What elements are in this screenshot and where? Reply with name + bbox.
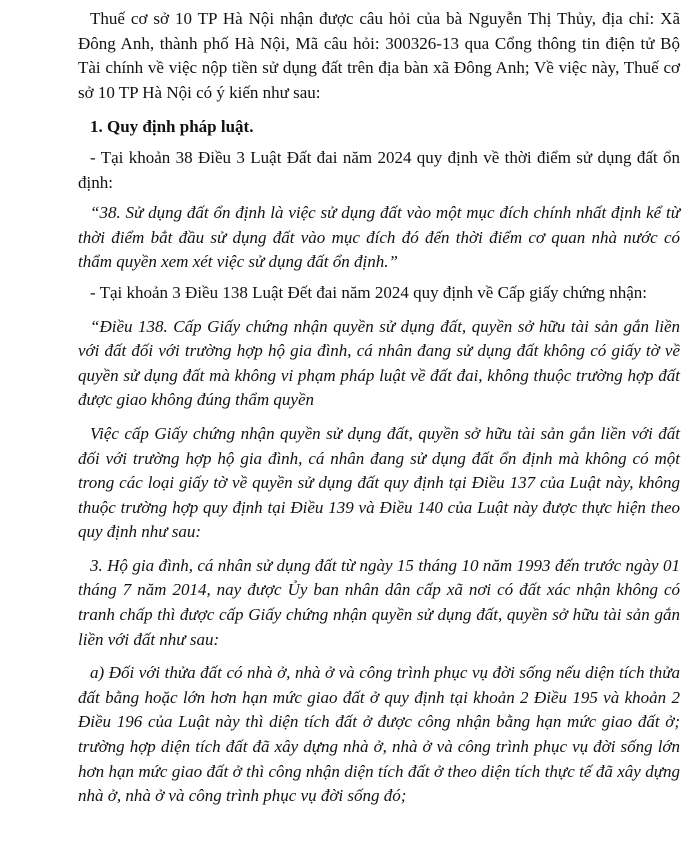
quoted-article-138-intro: Việc cấp Giấy chứng nhận quyền sử dụng đất, quyền sở hữu tài sản gắn liền với đất đối với trường hợp hộ gia đình, cá nhân đang sử dụng đất ổn định mà không có một trong các loại giấy tờ về quyền sử dụng đất quy định tại Điều 137 của Luật này, không thuộc trường hợp quy định tại Điều 139 và Điều 140 của Luật này được thực hiện theo quy định như sau:	[78, 423, 680, 542]
quoted-article-138-title: “Điều 138. Cấp Giấy chứng nhận quyền sử dụng đất, quyền sở hữu tài sản gắn liền với đất đối với trường hợp hộ gia đình, cá nhân đang sử dụng đất không có giấy tờ về quyền sử dụng đất mà không vi phạm pháp luật về đất đai, không thuộc trường hợp đất được giao không đúng thẩm quyền	[78, 316, 680, 410]
quoted-point-a: a) Đối với thửa đất có nhà ở, nhà ở và công trình phục vụ đời sống nếu diện tích thửa đất bằng hoặc lớn hơn hạn mức giao đất ở quy định tại khoản 2 Điều 195 và khoản 2 Điều 196 của Luật này thì diện tích đất ở được công nhận bằng hạn mức giao đất ở; trường hợp diện tích đất đã xây dựng nhà ở, nhà ở và công trình phục vụ đời sống lớn hơn hạn mức giao đất ở thì công nhận diện tích đất ở theo diện tích thực tế đã xây dựng nhà ở, nhà ở và công trình phục vụ đời sống đó;	[78, 663, 680, 806]
quoted-clause-38: “38. Sử dụng đất ổn định là việc sử dụng đất vào một mục đích chính nhất định kể từ thời điểm bắt đầu sử dụng đất vào mục đích đó đến thời điểm cơ quan nhà nước có thẩm quyền xem xét việc sử dụng đất ổn định.”	[78, 203, 680, 272]
legal-reference-1: - Tại khoản 38 Điều 3 Luật Đất đai năm 2024 quy định về thời điểm sử dụng đất ổn định:	[78, 147, 680, 192]
intro-paragraph: Thuế cơ sở 10 TP Hà Nội nhận được câu hỏi của bà Nguyễn Thị Thủy, địa chỉ: Xã Đông Anh, thành phố Hà Nội, Mã câu hỏi: 300326-13 qua Cổng thông tin điện tử Bộ Tài chính về việc nộp tiền sử dụng đất trên địa bàn xã Đông Anh; Về việc này, Thuế cơ sở 10 TP Hà Nội có ý kiến như sau:	[78, 9, 680, 102]
quoted-clause-3: 3. Hộ gia đình, cá nhân sử dụng đất từ ngày 15 tháng 10 năm 1993 đến trước ngày 01 tháng 7 năm 2014, nay được Ủy ban nhân dân cấp xã nơi có đất xác nhận không có tranh chấp thì được cấp Giấy chứng nhận quyền sử dụng đất, quyền sở hữu tài sản gắn liền với đất như sau:	[78, 555, 680, 649]
section-heading: 1. Quy định pháp luật.	[90, 117, 254, 137]
legal-reference-2: - Tại khoản 3 Điều 138 Luật Đết đai năm 2024 quy định về Cấp giấy chứng nhận:	[90, 282, 648, 302]
